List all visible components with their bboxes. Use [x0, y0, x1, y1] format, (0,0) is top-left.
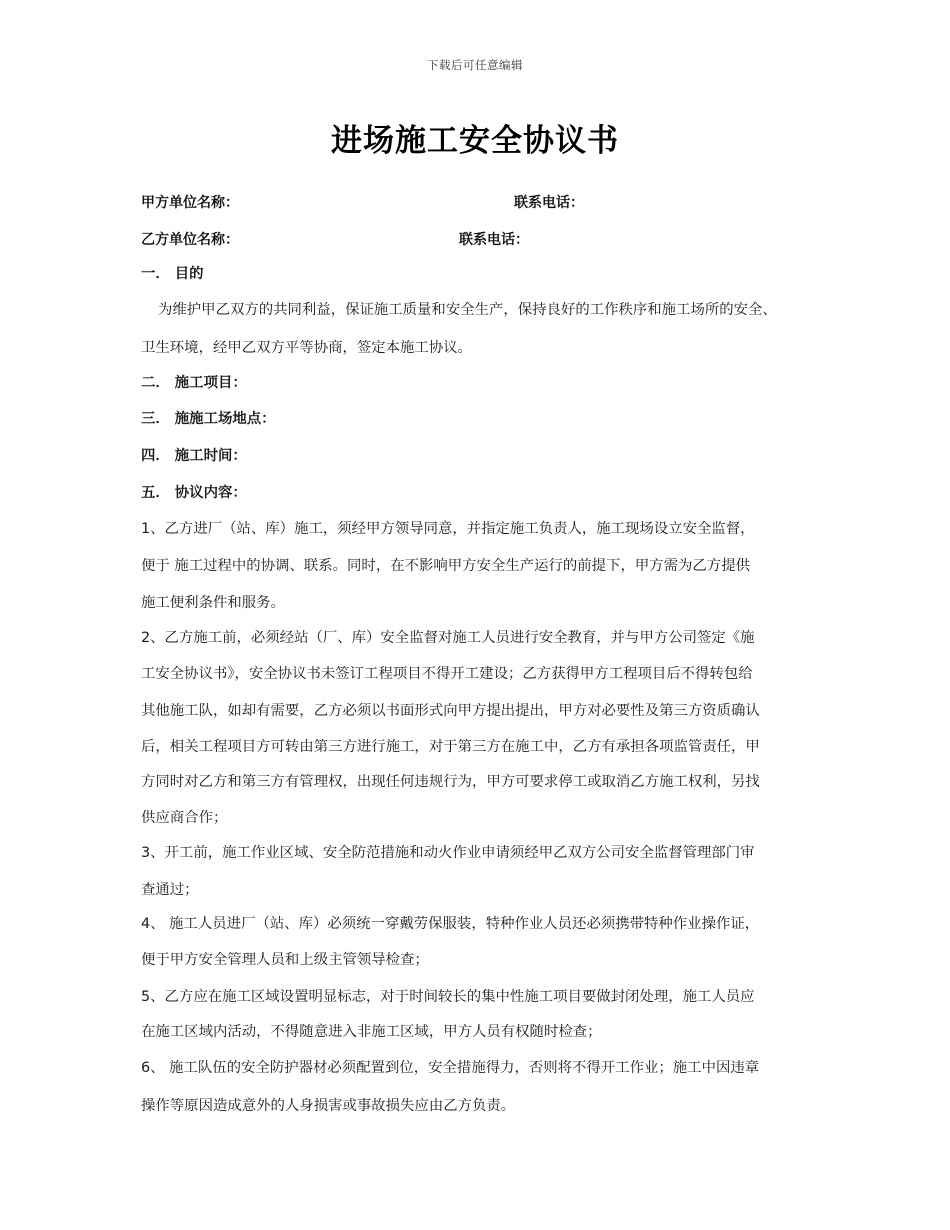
clause-5-line: 在施工区域内活动，不得随意进入非施工区域，甲方人员有权随时检查； — [141, 1024, 602, 1040]
clause-2-line: 工安全协议书》，安全协议书未签订工程项目不得开工建设；乙方获得甲方工程项目后不得转包给 — [141, 666, 753, 682]
clause-3-line: 查通过； — [141, 882, 199, 898]
clause-2-line: 后，相关工程项目方可转由第三方进行施工，对于第三方在施工中，乙方有承担各项监管责任，甲 — [141, 739, 760, 755]
clause-6-line: 6、 施工队伍的安全防护器材必须配置到位，安全措施得力，否则将不得开工作业；施工中因违章 — [141, 1060, 760, 1076]
party-a-name-label: 甲方单位名称： — [141, 195, 239, 211]
header-note: 下载后可任意编辑 — [427, 58, 523, 72]
clause-1-line: 1、乙方进厂（站、库）施工，须经甲方领导同意，并指定施工负责人，施工现场设立安全监督， — [141, 521, 755, 537]
party-a-phone-label: 联系电话： — [514, 195, 584, 211]
section-4-heading: 四． 施工时间： — [141, 448, 247, 464]
clause-3-line: 3、开工前，施工作业区域、安全防范措施和动火作业申请须经甲乙双方公司安全监督管理部门审 — [141, 845, 755, 861]
section-1-heading: 一． 目的 — [141, 266, 204, 282]
party-b-phone-label: 联系电话： — [459, 232, 529, 248]
clause-2-line: 供应商合作； — [141, 810, 228, 826]
party-b-name-label: 乙方单位名称： — [141, 232, 239, 248]
section-5-heading: 五． 协议内容： — [141, 485, 247, 501]
clause-6-line: 操作等原因造成意外的人身损害或事故损失应由乙方负责。 — [141, 1098, 516, 1114]
clause-2-line: 其他施工队，如却有需要，乙方必须以书面形式向甲方提出提出，甲方对必要性及第三方资质确认 — [141, 703, 760, 719]
clause-4-line: 便于甲方安全管理人员和上级主管领导检查； — [141, 952, 429, 968]
clause-1-line: 便于 施工过程中的协调、联系。同时，在不影响甲方安全生产运行的前提下，甲方需为乙方提供 — [141, 558, 750, 574]
clause-2-line: 2、乙方施工前，必须经站（厂、库）安全监督对施工人员进行安全教育，并与甲方公司签定《施 — [141, 630, 755, 646]
clause-1-line: 施工便利条件和服务。 — [141, 595, 285, 611]
section-1-text-line: 为维护甲乙双方的共同利益，保证施工质量和安全生产，保持良好的工作秩序和施工场所的安全、 — [158, 302, 777, 318]
clause-2-line: 方同时对乙方和第三方有管理权，出现任何违规行为，甲方可要求停工或取消乙方施工权利，另找 — [141, 774, 760, 790]
section-1-text-line: 卫生环境，经甲乙双方平等协商，签定本施工协议。 — [141, 340, 472, 356]
clause-4-line: 4、 施工人员进厂（站、库）必须统一穿戴劳保服装，特种作业人员还必须携带特种作业操作证， — [141, 916, 760, 932]
section-2-heading: 二． 施工项目： — [141, 375, 247, 391]
clause-5-line: 5、乙方应在施工区域设置明显标志，对于时间较长的集中性施工项目要做封闭处理，施工人员应 — [141, 989, 755, 1005]
document-title: 进场施工安全协议书 — [331, 123, 619, 159]
section-3-heading: 三． 施施工场地点： — [141, 411, 276, 427]
